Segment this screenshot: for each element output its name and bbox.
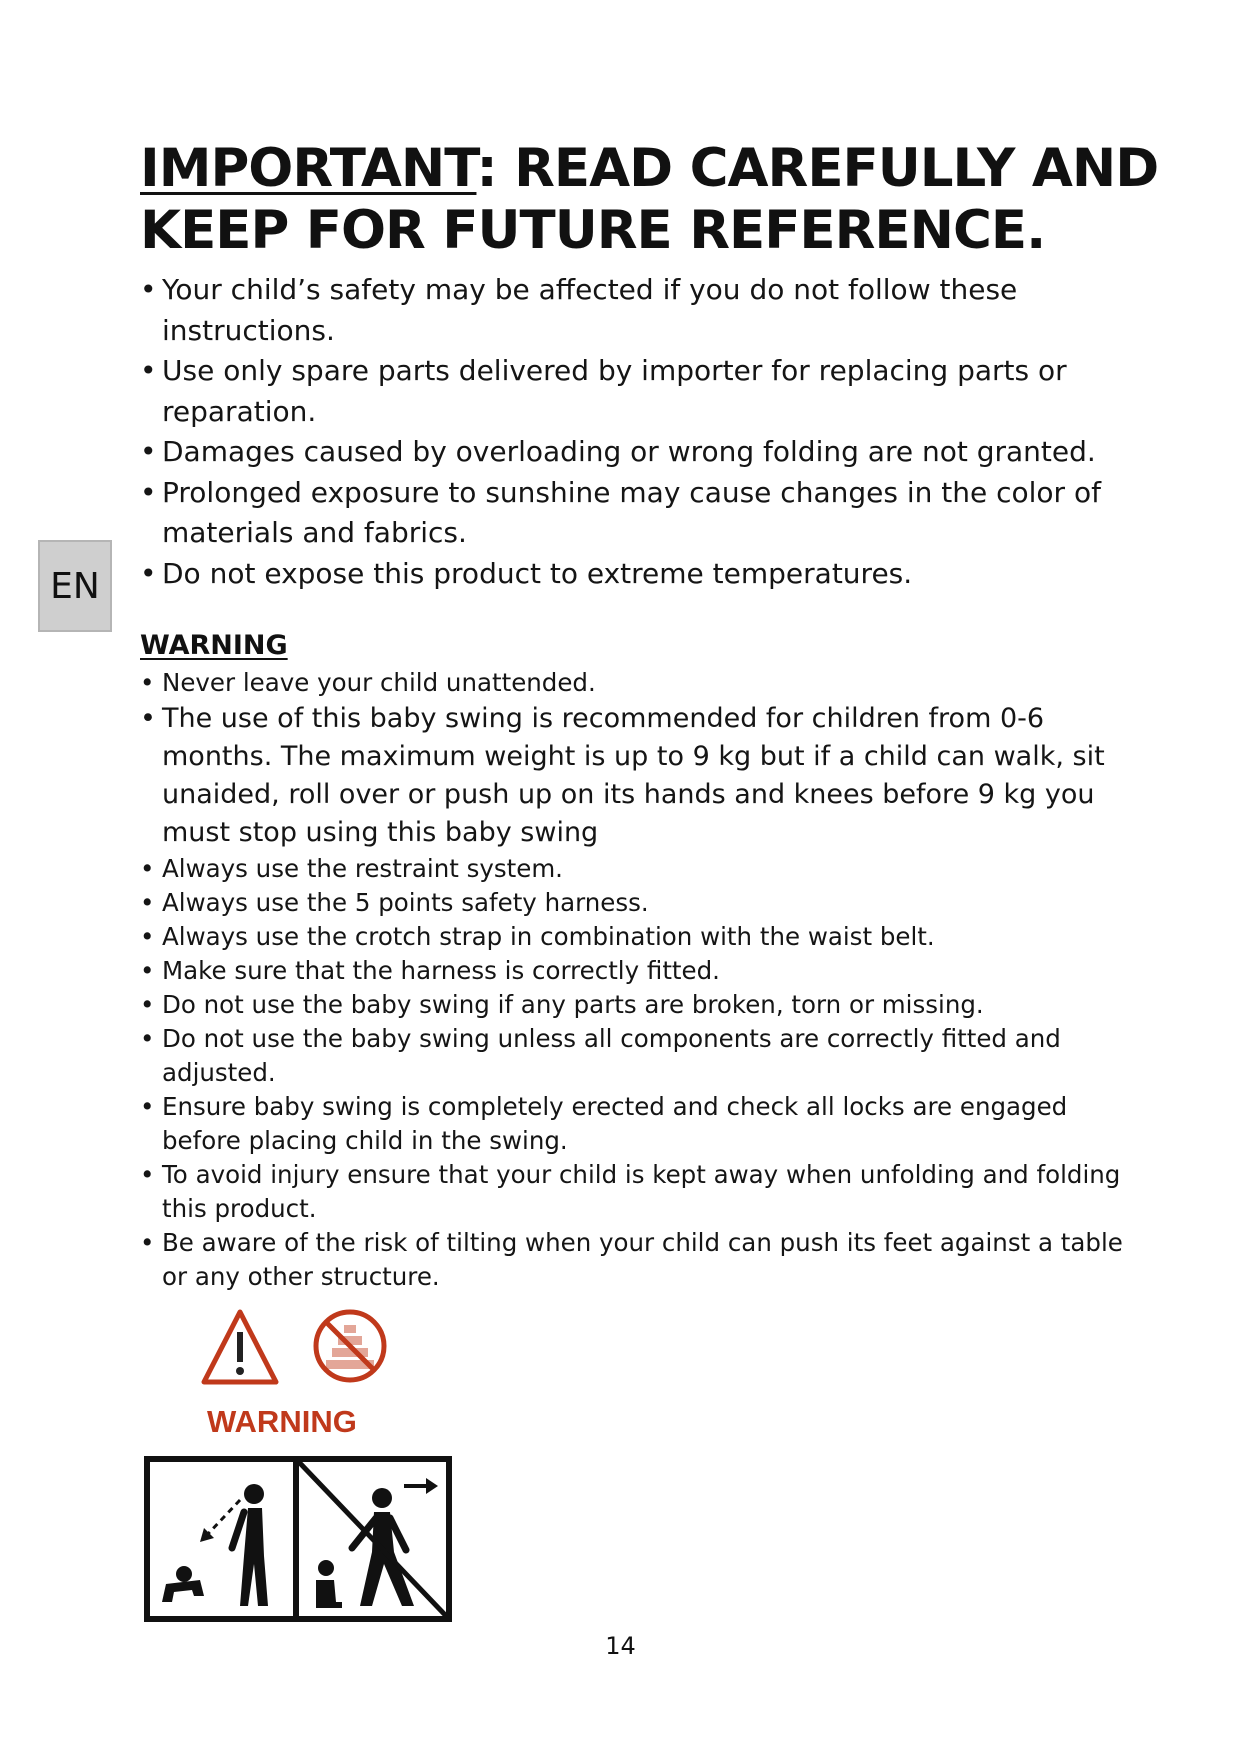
title-rest: : READ CAREFULLY AND KEEP FOR FUTURE REFERENCE.: [140, 138, 1159, 261]
list-item: • Be aware of the risk of tilting when your child can push its feet against a table or any other structure.: [140, 1226, 1140, 1294]
list-item: • Never leave your child unattended.: [140, 666, 1140, 700]
warning-list: [140, 666, 1140, 1294]
page-number: 14: [605, 1632, 636, 1660]
list-item: • Always use the restraint system.: [140, 852, 1140, 886]
warning-triangle-icon: [204, 1312, 276, 1382]
list-item: • Always use the 5 points safety harness.: [140, 886, 1140, 920]
keep-child-away-pictogram: [144, 1456, 452, 1622]
warning-icons: [200, 1308, 400, 1388]
list-item: • The use of this baby swing is recommended for children from 0-6 months. The maximum weight is up to 9 kg but if a child can walk, sit unaided, roll over or push up on its hands and knees before 9 kg you must stop using this baby swing: [140, 700, 1140, 852]
list-item: • Do not use the baby swing unless all components are correctly fitted and adjusted.: [140, 1022, 1140, 1090]
list-item: • Do not use the baby swing if any parts are broken, torn or missing.: [140, 988, 1140, 1022]
warning-heading: WARNING: [140, 630, 288, 661]
no-stairs-icon: [316, 1312, 384, 1380]
list-item: • Do not expose this product to extreme temperatures.: [140, 554, 1140, 595]
language-tab: EN: [38, 540, 112, 632]
list-item: • Prolonged exposure to sunshine may cause changes in the color of materials and fabrics.: [140, 473, 1140, 554]
list-item: • Use only spare parts delivered by importer for replacing parts or reparation.: [140, 351, 1140, 432]
list-item: • To avoid injury ensure that your child is kept away when unfolding and folding this product.: [140, 1158, 1140, 1226]
warning-label: WARNING: [207, 1404, 357, 1439]
list-item: • Your child’s safety may be affected if you do not follow these instructions.: [140, 270, 1140, 351]
list-item: • Ensure baby swing is completely erected and check all locks are engaged before placing child in the swing.: [140, 1090, 1140, 1158]
important-list: [140, 270, 1140, 594]
page-title: [140, 138, 1200, 262]
list-item: • Always use the crotch strap in combination with the waist belt.: [140, 920, 1140, 954]
list-item: • Make sure that the harness is correctly fitted.: [140, 954, 1140, 988]
list-item: • Damages caused by overloading or wrong folding are not granted.: [140, 432, 1140, 473]
title-important: IMPORTANT: [140, 138, 477, 199]
